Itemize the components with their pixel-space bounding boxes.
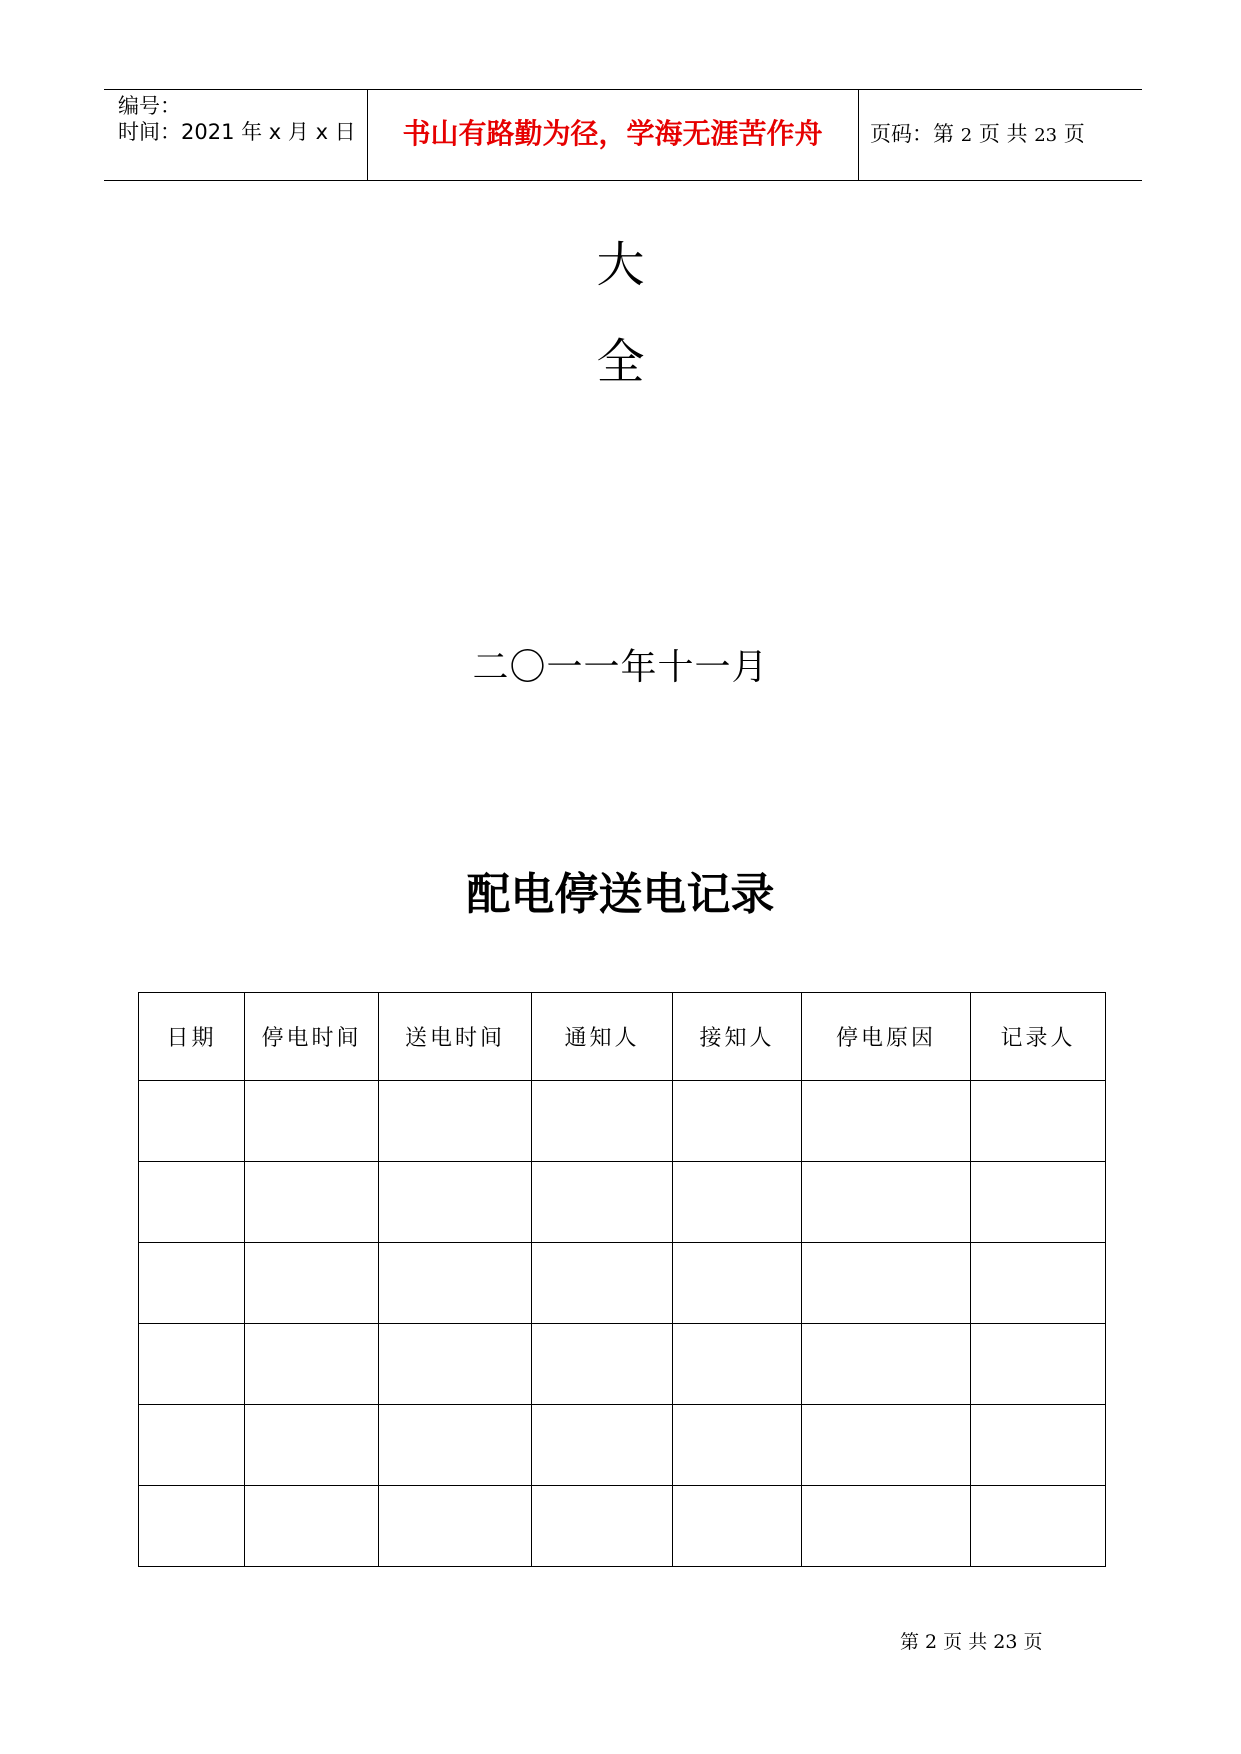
document-date-label: 时间：2021 年 x 月 x 日 (118, 120, 356, 144)
table-cell[interactable] (532, 1324, 673, 1405)
table-cell[interactable] (379, 1162, 532, 1243)
table-row (139, 1081, 1106, 1162)
table-cell[interactable] (971, 1486, 1106, 1567)
table-cell[interactable] (379, 1405, 532, 1486)
table-cell[interactable] (139, 1243, 245, 1324)
table-row (139, 1486, 1106, 1567)
table-cell[interactable] (532, 1243, 673, 1324)
header-motto: 书山有路勤为径，学海无涯苦作舟 (402, 117, 823, 150)
table-cell[interactable] (532, 1486, 673, 1567)
header-divider-right (858, 90, 859, 180)
page-current: 2 (960, 125, 973, 146)
table-cell[interactable] (802, 1324, 971, 1405)
header-page-label (870, 121, 1085, 149)
table-cell[interactable] (139, 1081, 245, 1162)
table-cell[interactable] (245, 1162, 379, 1243)
table-cell[interactable] (245, 1324, 379, 1405)
page-total: 23 (1034, 125, 1058, 146)
column-header-notifier: 通知人 (532, 993, 673, 1081)
column-header-recorder: 记录人 (971, 993, 1106, 1081)
table-body (139, 1081, 1106, 1567)
column-header-receiver: 接知人 (673, 993, 802, 1081)
table-cell[interactable] (673, 1081, 802, 1162)
page-mid: 页 共 (978, 122, 1028, 146)
page-prefix: 页码：第 (870, 122, 954, 146)
column-header-date: 日期 (139, 993, 245, 1081)
table-cell[interactable] (802, 1486, 971, 1567)
table-cell[interactable] (139, 1324, 245, 1405)
table-cell[interactable] (673, 1405, 802, 1486)
table-cell[interactable] (532, 1405, 673, 1486)
table-row (139, 1162, 1106, 1243)
table-cell[interactable] (379, 1324, 532, 1405)
table-cell[interactable] (971, 1405, 1106, 1486)
table-cell[interactable] (379, 1081, 532, 1162)
title-char-1: 大 (596, 237, 645, 293)
title-char-2: 全 (596, 334, 645, 390)
page-suffix: 页 (1063, 122, 1085, 146)
table-row (139, 1405, 1106, 1486)
table-cell[interactable] (245, 1405, 379, 1486)
table-cell[interactable] (139, 1162, 245, 1243)
table-cell[interactable] (673, 1243, 802, 1324)
table-cell[interactable] (379, 1486, 532, 1567)
table-cell[interactable] (673, 1162, 802, 1243)
table-cell[interactable] (532, 1162, 673, 1243)
table-row (139, 1324, 1106, 1405)
table-cell[interactable] (971, 1162, 1106, 1243)
page-footer: 第 2 页 共 23 页 (900, 1631, 1043, 1653)
column-header-outage-time: 停电时间 (245, 993, 379, 1081)
table-row (139, 1243, 1106, 1324)
document-number-label: 编号： (118, 94, 181, 118)
table-cell[interactable] (139, 1486, 245, 1567)
page-header (104, 89, 1142, 181)
table-cell[interactable] (971, 1243, 1106, 1324)
table-cell[interactable] (139, 1405, 245, 1486)
table-cell[interactable] (802, 1081, 971, 1162)
table-cell[interactable] (673, 1486, 802, 1567)
table-cell[interactable] (245, 1081, 379, 1162)
table-header-row (139, 993, 1106, 1081)
table-cell[interactable] (802, 1162, 971, 1243)
record-title: 配电停送电记录 (466, 869, 775, 920)
table-cell[interactable] (245, 1243, 379, 1324)
record-table (138, 992, 1106, 1567)
table-cell[interactable] (802, 1405, 971, 1486)
table-cell[interactable] (673, 1324, 802, 1405)
table-cell[interactable] (245, 1486, 379, 1567)
column-header-outage-reason: 停电原因 (802, 993, 971, 1081)
table-cell[interactable] (971, 1081, 1106, 1162)
table-cell[interactable] (802, 1243, 971, 1324)
document-date: 二〇一一年十一月 (472, 647, 769, 688)
column-header-restore-time: 送电时间 (379, 993, 532, 1081)
table-cell[interactable] (379, 1243, 532, 1324)
table-cell[interactable] (971, 1324, 1106, 1405)
table-cell[interactable] (532, 1081, 673, 1162)
